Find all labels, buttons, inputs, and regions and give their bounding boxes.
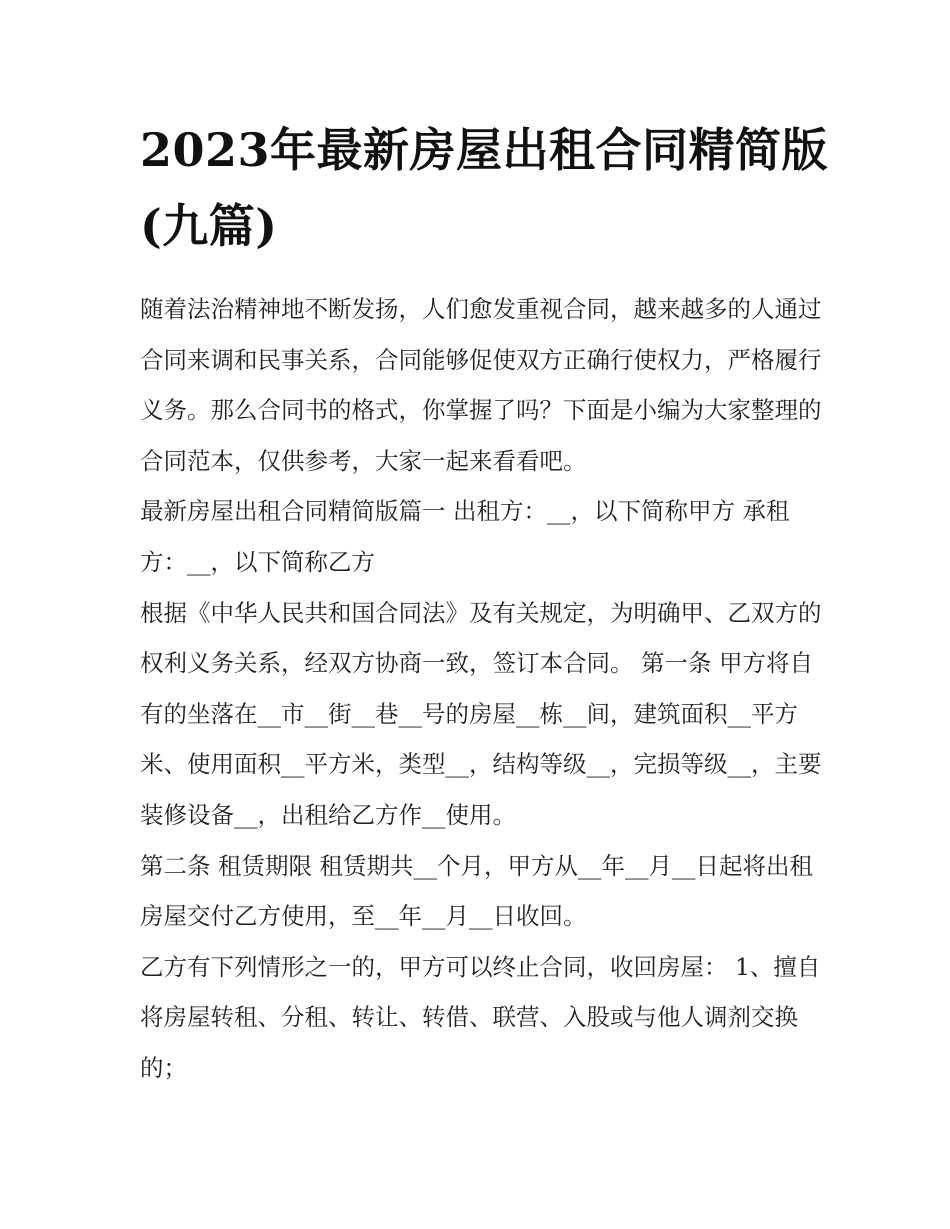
intro-paragraph: 随着法治精神地不断发扬，人们愈发重视合同，越来越多的人通过合同来调和民事关系，合同能够促使双方正确行使权力，严格履行义务。那么合同书的格式，你掌握了吗？下面是小编为大家整理的合同范本，仅供参考，大家一起来看看吧。 (140, 295, 822, 475)
termination-paragraph: 乙方有下列情形之一的，甲方可以终止合同，收回房屋： 1、擅自将房屋转租、分租、转让、转借、联营、入股或与他人调剂交换的； (140, 952, 821, 1082)
article-two-paragraph: 第二条 租赁期限 租赁期共__个月，甲方从__年__月__日起将出租房屋交付乙方使用，至__年__月__日收回。 (140, 851, 813, 931)
document-body (140, 112, 830, 1094)
title-spacer (140, 264, 830, 284)
article-one-paragraph: 根据《中华人民共和国合同法》及有关规定，为明确甲、乙双方的权利义务关系，经双方协商一致，签订本合同。 第一条 甲方将自有的坐落在__市__街__巷__号的房屋__栋__间，建筑面积__平方米、使用面积__平方米，类型__，结构等级__，完损等级__，主要装修设备__，出租给乙方作__使用。 (140, 598, 822, 829)
parties-paragraph: 最新房屋出租合同精简版篇一 出租方：__，以下简称甲方 承租方：__，以下简称乙方 (140, 497, 790, 576)
document-title: 2023年最新房屋出租合同精简版(九篇) (140, 123, 829, 253)
